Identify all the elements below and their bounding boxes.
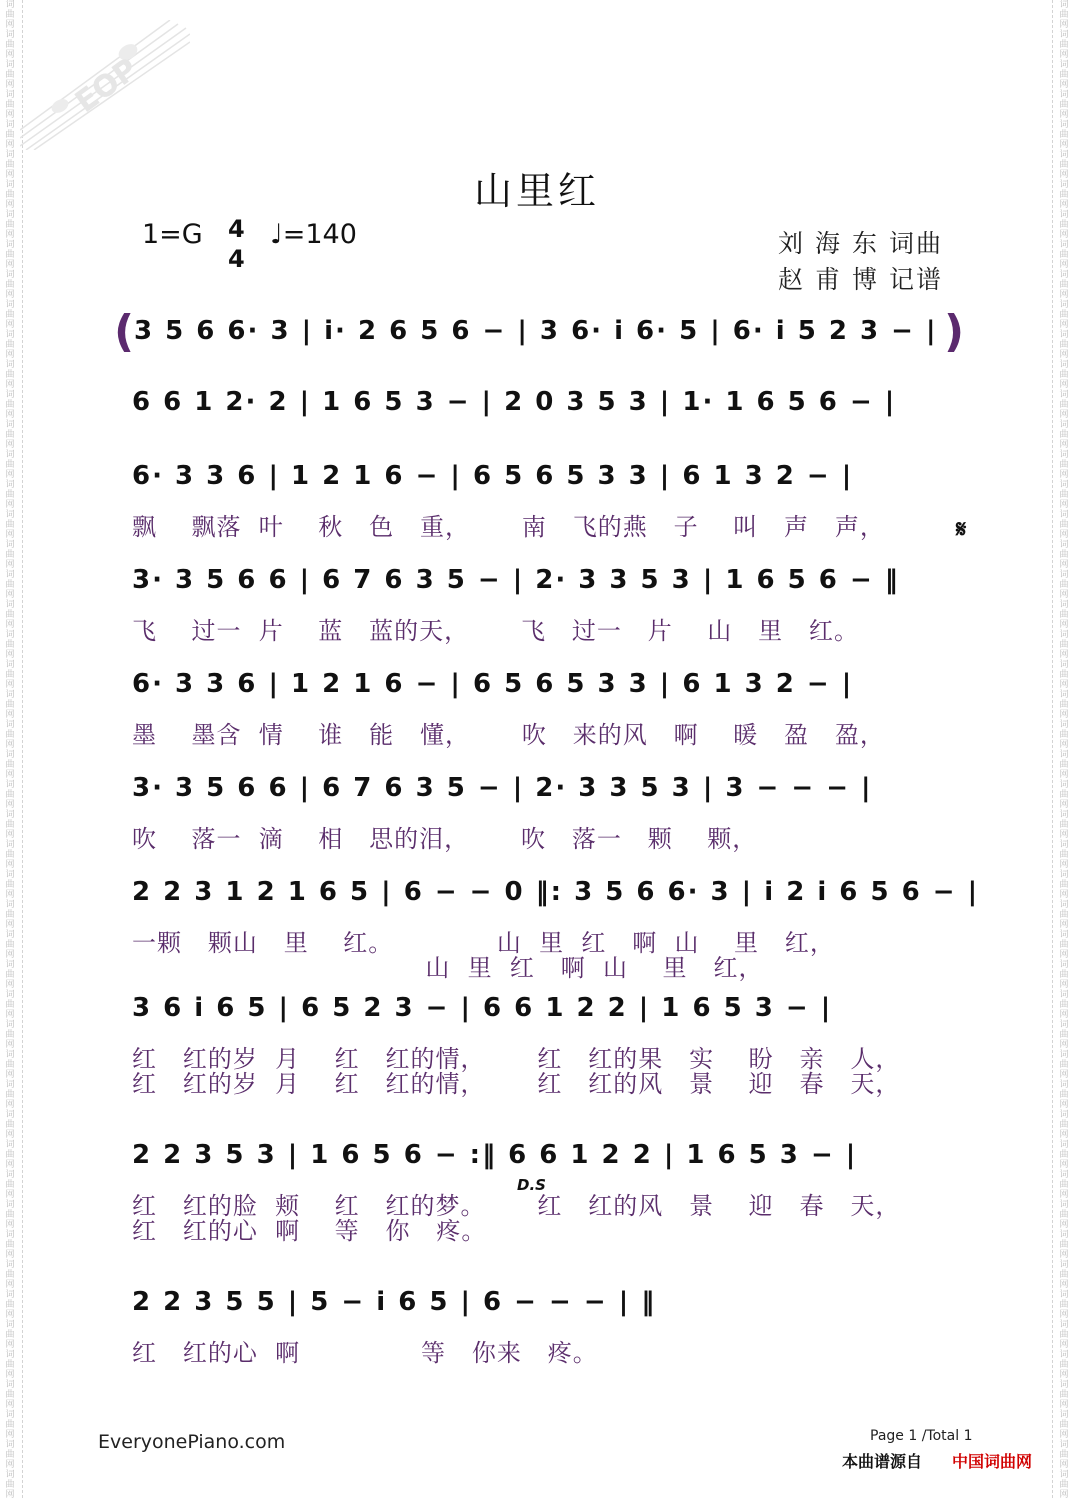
credit-composer-names: 刘海东 (778, 229, 890, 258)
left-watermark-strip: 词曲网词曲网词曲网词曲网词曲网词曲网词曲网词曲网词曲网词曲网词曲网词曲网词曲网词曲网词曲网词曲网词曲网词曲网词曲网词曲网词曲网词曲网词曲网词曲网词曲网词曲网词曲网词曲网词曲网词曲网词曲网词曲网词曲网词曲网词曲网词曲网词曲网词曲网词曲网词曲网词曲网词曲网词曲网词曲网词曲网词曲网词曲网词曲网词曲网词曲网 (5, 0, 15, 1498)
footer-site: EveryonePiano.com (98, 1431, 286, 1453)
tempo-mark: ♩=140 (270, 219, 357, 250)
lyric-row-4: 飞 过一 片 蓝 蓝的天， 飞 过一 片 山 里 红。 (132, 617, 860, 645)
lyric-row-9b: 红 红的心 啊 等 你 疼。 (132, 1217, 487, 1245)
staff-row-6: 3· 3 5 6 6 | 6 7 6 3 5 − | 2· 3 3 5 3 | 3 − − − | (132, 773, 873, 803)
key-signature: 1=G (142, 219, 203, 250)
lyric-row-7b: 山 里 红 啊 山 里 红， (132, 954, 764, 982)
lyric-row-6: 吹 落一 滴 相 思的泪， 吹 落一 颗 颗， (132, 825, 758, 853)
footer-source-label: 本曲谱源自 (842, 1452, 923, 1471)
ds-mark: D.S (517, 1176, 546, 1194)
staff-row-2: 6 6 1 2· 2 | 1 6 5 3 − | 2 0 3 5 3 | 1· 1 6 5 6 − | (132, 387, 897, 417)
lyric-row-8b: 红 红的岁 月 红 红的情， 红 红的风 景 迎 春 天， (132, 1070, 901, 1098)
left-dashed-border (22, 0, 23, 1498)
staff-row-8: 3 6 i 6 5 | 6 5 2 3 − | 6 6 1 2 2 | 1 6 5 3 − | (132, 993, 833, 1023)
lyric-row-9a: 红 红的脸 颊 红 红的梦。 红 红的风 景 迎 春 天， (132, 1192, 901, 1220)
svg-text:EOP: EOP (68, 51, 145, 120)
staff-row-1: 3 5 6 6· 3 | i· 2 6 5 6 − | 3 6· i 6· 5 | 6· i 5 2 3 − | (134, 316, 938, 346)
staff-row-9: 2 2 3 5 3 | 1 6 5 6 − :‖ 6 6 1 2 2 | 1 6 5 3 − | (132, 1140, 858, 1170)
intro-close-paren: ) (944, 306, 965, 357)
song-title: 山里红 (473, 169, 600, 213)
lyric-row-10: 红 红的心 啊 等 你来 疼。 (132, 1339, 598, 1367)
staff-row-5: 6· 3 3 6 | 1 2 1 6 − | 6 5 6 5 3 3 | 6 1 3 2 − | (132, 669, 854, 699)
staff-row-3: 6· 3 3 6 | 1 2 1 6 − | 6 5 6 5 3 3 | 6 1 3 2 − | (132, 461, 854, 491)
credit-transcriber (778, 260, 943, 296)
lyric-row-7a: 一颗 颗山 里 红。 山 里 红 啊 山 里 红， (132, 929, 835, 957)
time-sig-top: 4 (228, 215, 245, 243)
footer-brand: 中国词曲网 (952, 1452, 1033, 1471)
right-dashed-border (1052, 0, 1053, 1498)
intro-open-paren: ( (114, 306, 135, 357)
staff-row-10: 2 2 3 5 5 | 5 − i 6 5 | 6 − − − | ‖ (132, 1287, 657, 1317)
lyric-row-3: 飘 飘落 叶 秋 色 重， 南 飞的燕 子 叫 声 声， (132, 513, 885, 541)
right-watermark-strip: 词曲网词曲网词曲网词曲网词曲网词曲网词曲网词曲网词曲网词曲网词曲网词曲网词曲网词曲网词曲网词曲网词曲网词曲网词曲网词曲网词曲网词曲网词曲网词曲网词曲网词曲网词曲网词曲网词曲网词曲网词曲网词曲网词曲网词曲网词曲网词曲网词曲网词曲网词曲网词曲网词曲网词曲网词曲网词曲网词曲网词曲网词曲网词曲网词曲网词曲网 (1059, 0, 1069, 1498)
credit-composer (778, 224, 943, 260)
staff-row-4: 3· 3 5 6 6 | 6 7 6 3 5 − | 2· 3 3 5 3 | 1 6 5 6 − ‖ (132, 565, 900, 595)
lyric-row-5: 墨 墨含 情 谁 能 懂， 吹 来的风 啊 暖 盈 盈， (132, 721, 885, 749)
time-sig-bottom: 4 (228, 245, 245, 273)
eop-logo (20, 20, 190, 150)
footer-page-number: Page 1 /Total 1 (870, 1428, 973, 1444)
staff-row-7: 2 2 3 1 2 1 6 5 | 6 − − 0 ‖: 3 5 6 6· 3 | i 2 i 6 5 6 − | (132, 877, 980, 907)
credit-composer-role: 词曲 (889, 229, 944, 258)
time-signature (228, 214, 245, 274)
credit-transcriber-names: 赵甫博 (778, 265, 890, 294)
lyric-row-8a: 红 红的岁 月 红 红的情， 红 红的果 实 盼 亲 人， (132, 1045, 901, 1073)
credit-transcriber-role: 记谱 (889, 265, 944, 294)
segno-sign: 𝄋 (956, 515, 967, 543)
